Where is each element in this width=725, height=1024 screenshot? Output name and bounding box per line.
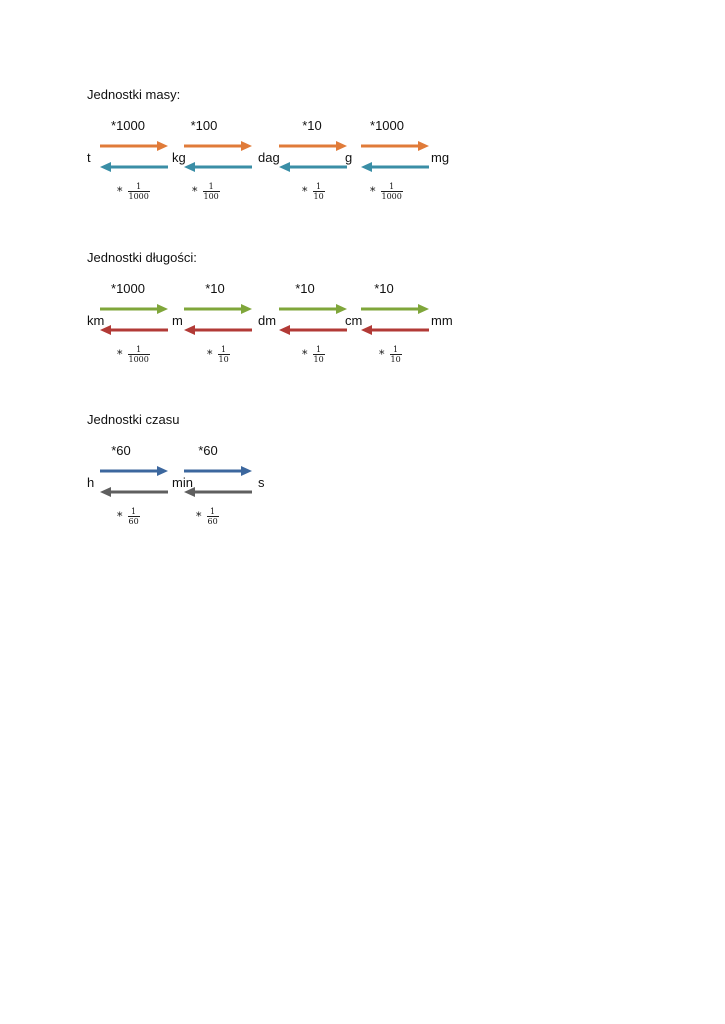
- fraction-numerator: 1: [136, 345, 142, 354]
- fraction-denominator: 60: [207, 517, 218, 526]
- multiplier-label: *10: [302, 118, 322, 133]
- multiplier-label: *1000: [111, 118, 145, 133]
- section-title: Jednostki długości:: [87, 250, 197, 265]
- divisor-fraction: [117, 345, 150, 364]
- fraction-denominator: 10: [390, 355, 401, 364]
- left-arrow-icon: [184, 325, 252, 335]
- left-arrow-icon: [184, 487, 252, 497]
- unit-label: mm: [431, 313, 453, 328]
- multiply-symbol: *: [207, 347, 213, 361]
- left-arrow-icon: [361, 325, 429, 335]
- unit-label: dm: [258, 313, 277, 328]
- right-arrow-icon: [100, 466, 168, 476]
- section-title: Jednostki czasu: [87, 412, 180, 427]
- multiply-symbol: *: [379, 347, 385, 361]
- right-arrow-icon: [361, 304, 429, 314]
- left-arrow-icon: [100, 162, 168, 172]
- unit-label: mg: [431, 150, 450, 165]
- fraction-numerator: 1: [389, 182, 395, 191]
- unit-label: h: [87, 475, 95, 490]
- left-arrow-icon: [361, 162, 429, 172]
- unit-label: t: [87, 150, 91, 165]
- fraction-denominator: 100: [203, 192, 219, 201]
- multiply-symbol: *: [302, 184, 308, 198]
- multiply-symbol: *: [117, 347, 123, 361]
- fraction-denominator: 60: [128, 517, 139, 526]
- divisor-fraction: [117, 507, 140, 526]
- fraction-numerator: 1: [131, 507, 137, 516]
- multiplier-label: *100: [190, 118, 218, 133]
- left-arrow-icon: [100, 487, 168, 497]
- unit-label: cm: [345, 313, 363, 328]
- multiply-symbol: *: [117, 184, 123, 198]
- divisor-fraction: [370, 182, 403, 201]
- fraction-denominator: 10: [313, 355, 324, 364]
- divisor-fraction: [302, 182, 325, 201]
- divisor-fraction: [379, 345, 402, 364]
- fraction-numerator: 1: [316, 182, 322, 191]
- fraction-denominator: 10: [218, 355, 229, 364]
- multiplier-label: *1000: [370, 118, 404, 133]
- multiplier-label: *1000: [111, 281, 145, 296]
- multiplier-label: *60: [198, 443, 218, 458]
- multiply-symbol: *: [370, 184, 376, 198]
- fraction-numerator: 1: [210, 507, 216, 516]
- unit-label: min: [172, 475, 193, 490]
- left-arrow-icon: [100, 325, 168, 335]
- unit-label: m: [172, 313, 183, 328]
- left-arrow-icon: [279, 162, 347, 172]
- fraction-denominator: 1000: [381, 192, 402, 201]
- fraction-numerator: 1: [221, 345, 227, 354]
- divisor-fraction: [207, 345, 230, 364]
- fraction-numerator: 1: [208, 182, 214, 191]
- fraction-numerator: 1: [393, 345, 399, 354]
- multiply-symbol: *: [192, 184, 198, 198]
- divisor-fraction: [192, 182, 220, 201]
- unit-label: g: [345, 150, 353, 165]
- multiplier-label: *10: [374, 281, 394, 296]
- multiply-symbol: *: [117, 509, 123, 523]
- right-arrow-icon: [100, 304, 168, 314]
- unit-label: km: [87, 313, 105, 328]
- divisor-fraction: [117, 182, 150, 201]
- right-arrow-icon: [184, 304, 252, 314]
- fraction-denominator: 1000: [128, 192, 149, 201]
- left-arrow-icon: [279, 325, 347, 335]
- fraction-denominator: 1000: [128, 355, 149, 364]
- multiply-symbol: *: [196, 509, 202, 523]
- right-arrow-icon: [279, 304, 347, 314]
- multiplier-label: *60: [111, 443, 131, 458]
- fraction-numerator: 1: [316, 345, 322, 354]
- unit-label: s: [258, 475, 265, 490]
- unit-label: dag: [258, 150, 280, 165]
- divisor-fraction: [302, 345, 325, 364]
- fraction-denominator: 10: [313, 192, 324, 201]
- fraction-numerator: 1: [136, 182, 142, 191]
- divisor-fraction: [196, 507, 219, 526]
- right-arrow-icon: [184, 466, 252, 476]
- section-title: Jednostki masy:: [87, 87, 181, 102]
- multiply-symbol: *: [302, 347, 308, 361]
- multiplier-label: *10: [205, 281, 225, 296]
- left-arrow-icon: [184, 162, 252, 172]
- multiplier-label: *10: [295, 281, 315, 296]
- unit-label: kg: [172, 150, 186, 165]
